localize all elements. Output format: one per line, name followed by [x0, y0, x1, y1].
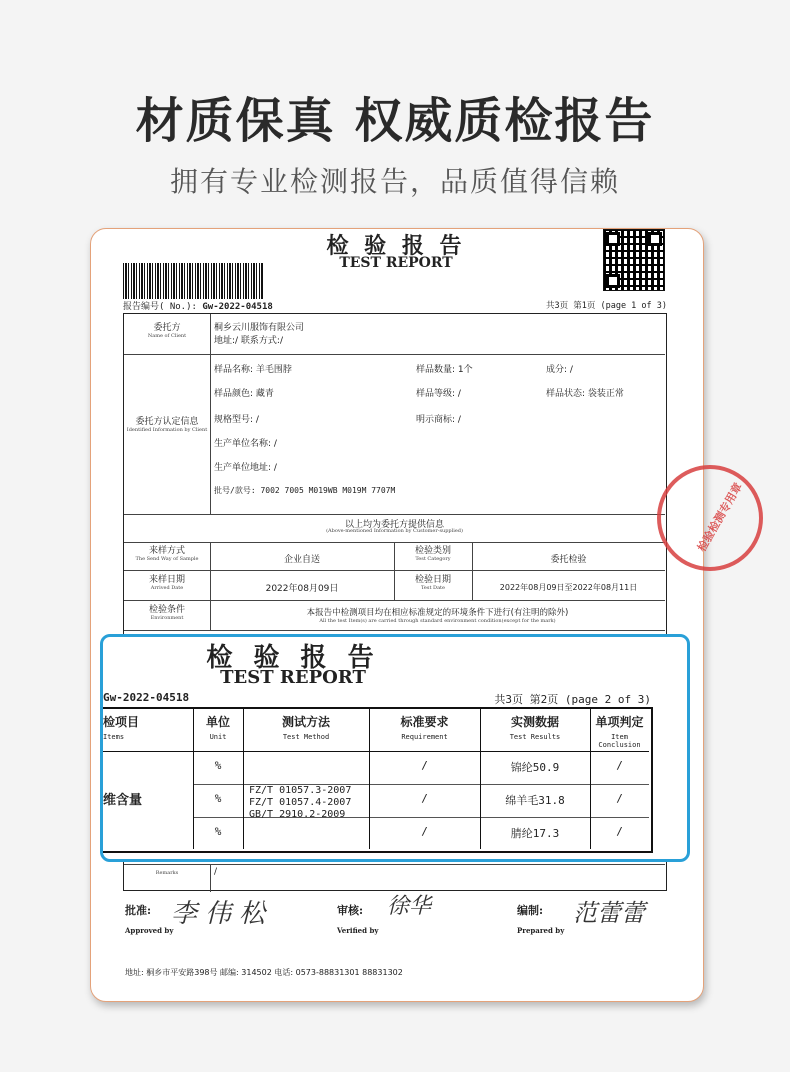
result-conclusion-cell: / — [616, 825, 623, 838]
highlight-panel — [100, 634, 690, 862]
send-way: 企业自送 — [283, 555, 320, 565]
result-conclusion-cell: / — [616, 759, 623, 772]
report-title-en: TEST REPORT — [339, 255, 453, 271]
report-number-value: Gw-2022-04518 — [202, 302, 273, 312]
official-seal: 检验检测专用章 — [657, 465, 763, 571]
sample-name: 样品名称: 羊毛围脖 — [214, 365, 292, 375]
test-date-label: 检验日期 Test Date — [414, 575, 451, 591]
item-name: 维含量 — [103, 793, 143, 808]
results-header-en: Items — [103, 733, 125, 741]
result-unit-cell: % — [214, 825, 222, 838]
spec: 规格型号: / — [214, 415, 259, 425]
category-label: 检验类别 Test Category — [414, 546, 451, 562]
barcode — [123, 263, 263, 299]
verified-signature: 徐华 — [387, 894, 432, 919]
client-address: 地址:/ 联系方式:/ — [214, 336, 283, 346]
test-methods — [249, 785, 351, 821]
footer-address: 地址: 桐乡市平安路398号 邮编: 314502 电话: 0573-88831301 88831302 — [125, 968, 403, 977]
page-title: 材质保真 权威质检报告 — [135, 93, 655, 149]
test-date: 2022年08月09日至2022年08月11日 — [499, 583, 638, 592]
results-header-en: Test Method — [282, 733, 330, 741]
sample-state: 样品状态: 袋装正常 — [546, 389, 624, 399]
qr-code — [603, 229, 665, 291]
result-unit-cell: % — [214, 792, 222, 805]
results-header-cell — [103, 713, 193, 741]
arrive-date: 2022年08月09日 — [265, 584, 339, 594]
page-info: 共3页 第1页 (page 1 of 3) — [546, 301, 667, 311]
results-header-cn: 单项判定 — [595, 715, 644, 729]
prepared-signature: 范蕾蕾 — [573, 899, 645, 927]
env-text: 本报告中检测项目均在相应标准规定的环境条件下进行(有注明的除外) — [306, 608, 569, 618]
category: 委托检验 — [550, 555, 587, 565]
panel-title-en: TEST REPORT — [220, 667, 366, 688]
send-way-label: 来样方式 The Send Way of Sample — [135, 546, 199, 562]
method-2: FZ/T 01057.4-2007 — [249, 797, 352, 808]
result-req-cell: / — [421, 825, 428, 838]
composition: 成分: / — [546, 365, 573, 375]
result-result-cell: 绵羊毛31.8 — [505, 794, 565, 807]
results-header-cn: 测试方法 — [281, 715, 330, 729]
report-number — [123, 299, 273, 312]
results-header-cell — [193, 713, 243, 741]
results-header-en: Unit — [209, 733, 227, 741]
report-card — [90, 228, 745, 1002]
maker-name: 生产单位名称: / — [214, 439, 277, 449]
client-name: 桐乡云川服饰有限公司 — [214, 323, 305, 333]
env-text-en: All the test Item(s) are carried through standard environment condition(except for the mark) — [319, 618, 556, 624]
result-result-cell: 腈纶17.3 — [510, 827, 560, 840]
result-unit-cell: % — [214, 759, 222, 772]
panel-report-number: Gw-2022-04518 — [103, 691, 190, 704]
panel-title-cn: 检 验 报 告 — [206, 643, 380, 673]
page-subtitle: 拥有专业检测报告，品质值得信赖 — [169, 165, 620, 198]
verified-by: 审核: Verified by — [337, 904, 379, 935]
results-header-cell — [590, 713, 649, 749]
method-3: GB/T 2910.2-2009 — [249, 809, 346, 820]
results-table — [103, 707, 653, 853]
report-title-cn: 检 验 报 告 — [326, 233, 466, 259]
provided-note-en: (Above-mentioned Information by Customer-supplied) — [326, 528, 463, 534]
remarks-value: / — [214, 867, 218, 877]
results-header-cn: 实测数据 — [510, 715, 559, 729]
results-header-en: Requirement — [401, 733, 448, 741]
results-header-cell — [480, 713, 590, 741]
sample-color: 样品颜色: 藏青 — [214, 389, 274, 399]
result-result-cell: 锦纶50.9 — [510, 761, 560, 774]
trademark: 明示商标: / — [416, 415, 461, 425]
results-header-cn: 单位 — [205, 715, 230, 729]
results-header-en: Test Results — [509, 733, 561, 741]
results-header-cell — [369, 713, 480, 741]
client-label: 委托方 Name of Client — [147, 323, 187, 339]
result-req-cell: / — [421, 792, 428, 805]
info-label: 委托方认定信息 Identified Information by Client — [126, 417, 208, 433]
sample-qty: 样品数量: 1个 — [416, 365, 473, 375]
result-req-cell: / — [421, 759, 428, 772]
results-header-cn: 标准要求 — [400, 715, 449, 729]
remarks-label: Remarks — [155, 870, 179, 876]
method-1: FZ/T 01057.3-2007 — [249, 785, 352, 796]
env-label: 检验条件 Environment — [148, 605, 185, 621]
approved-signature: 李伟松 — [171, 899, 274, 929]
batch-number: 批号/款号: 7002 7005 M019WB M019M 7707M — [214, 486, 396, 495]
provided-note: 以上均为委托方提供信息 — [344, 520, 444, 530]
results-header-cell — [243, 713, 369, 741]
prepared-by: 编制: Prepared by — [517, 904, 565, 935]
maker-address: 生产单位地址: / — [214, 463, 277, 473]
result-conclusion-cell: / — [616, 792, 623, 805]
report-number-label: 报告编号( No.): — [123, 302, 197, 312]
sample-grade: 样品等级: / — [416, 389, 461, 399]
arrive-label: 来样日期 Arrived Date — [148, 575, 185, 591]
results-header-cn: 检项目 — [103, 715, 140, 729]
results-header-en: Item Conclusion — [598, 733, 641, 749]
approved-by: 批准: Approved by — [125, 904, 174, 935]
panel-page-info: 共3页 第2页 (page 2 of 3) — [494, 693, 651, 706]
